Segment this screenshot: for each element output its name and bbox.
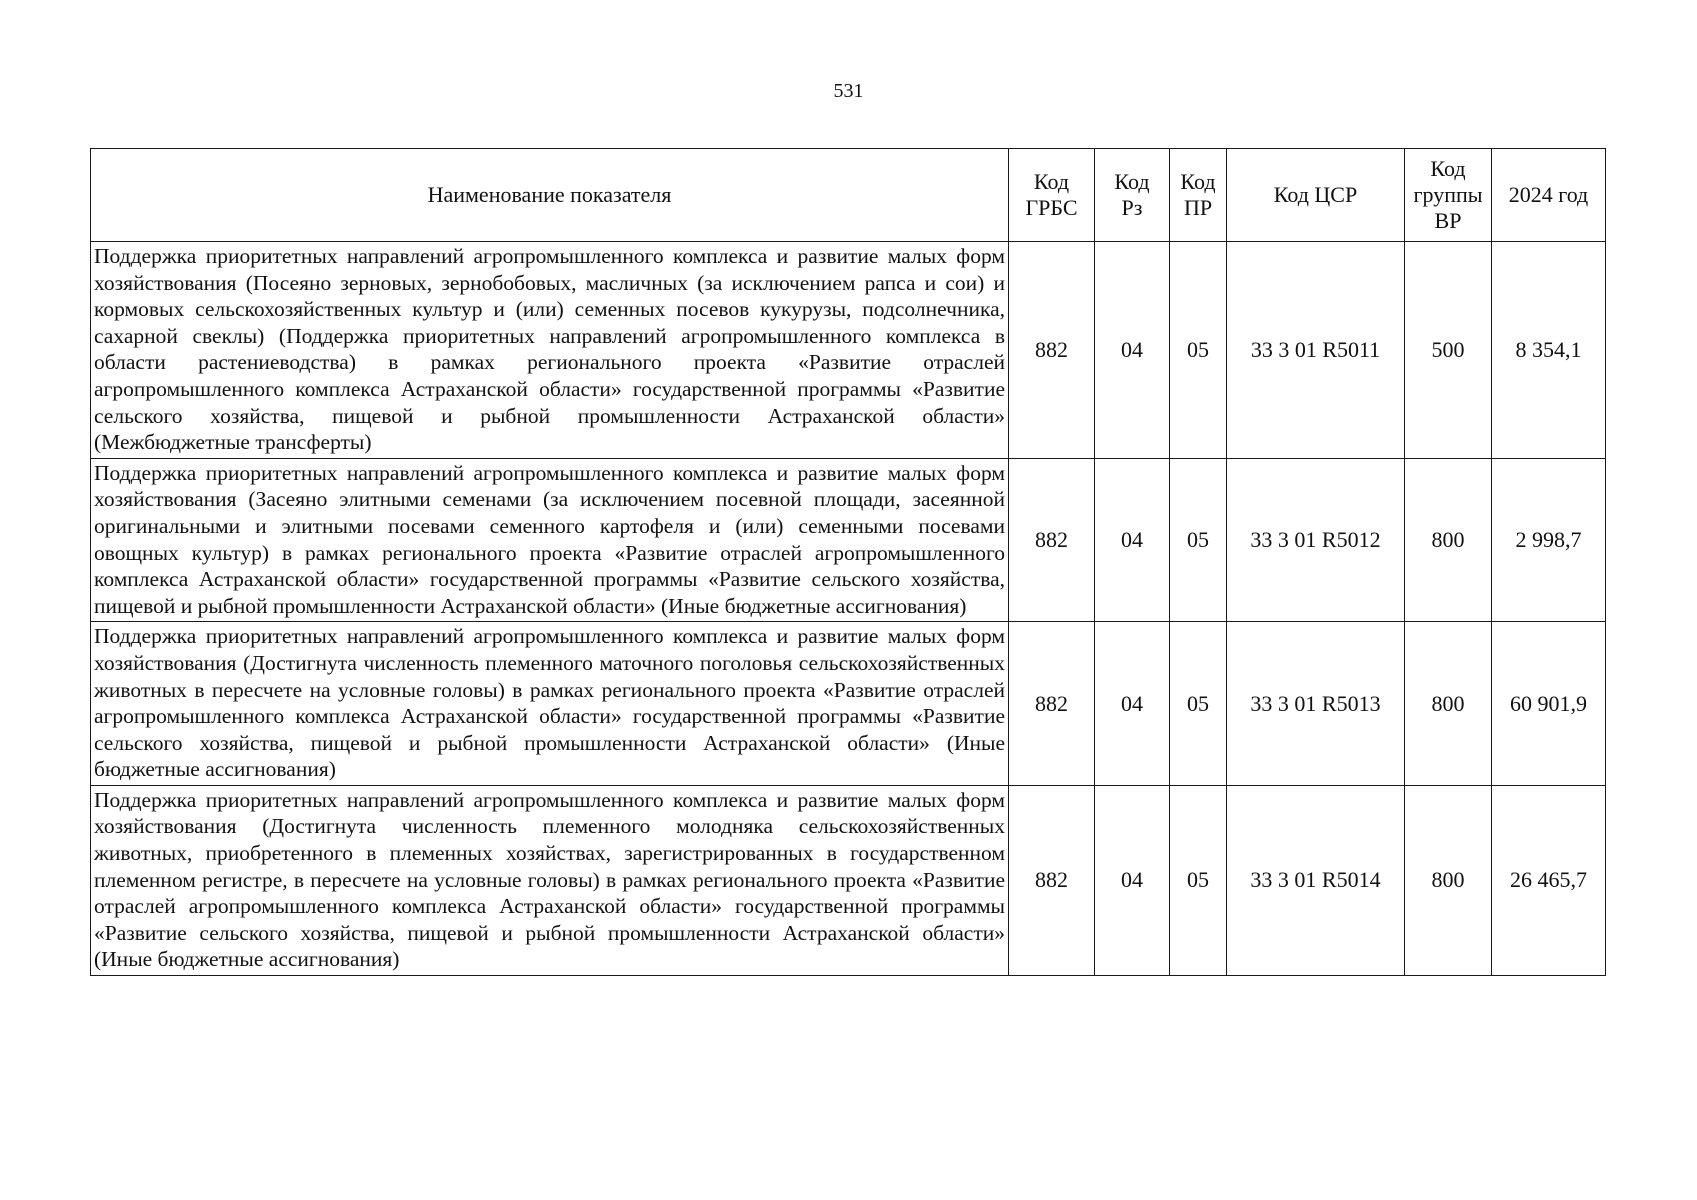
table-row bbox=[91, 242, 1606, 459]
row-vr: 800 bbox=[1405, 622, 1492, 786]
table-row bbox=[91, 458, 1606, 622]
row-rz: 04 bbox=[1095, 622, 1170, 786]
row-grbs: 882 bbox=[1009, 242, 1095, 459]
row-rz: 04 bbox=[1095, 242, 1170, 459]
row-pr: 05 bbox=[1170, 785, 1227, 975]
row-name: Поддержка приоритетных направлений агропромышленного комплекса и развитие малых форм хозяйствования (Достигнута численность племенного молодняка сельскохозяйственных животных, приобретенного в племенных хозяйствах, зарегистрированных в государственном племенном регистре, в пересчете на условные головы) в рамках регионального проекта «Развитие отраслей агропромышленного комплекса Астраханской области» государственной программы «Развитие сельского хозяйства, пищевой и рыбной промышленности Астраханской области» (Иные бюджетные ассигнования) bbox=[91, 785, 1009, 975]
row-vr: 800 bbox=[1405, 458, 1492, 622]
row-vr: 800 bbox=[1405, 785, 1492, 975]
row-pr: 05 bbox=[1170, 458, 1227, 622]
page-number: 531 bbox=[833, 80, 864, 102]
row-amount: 26 465,7 bbox=[1492, 785, 1606, 975]
table-row bbox=[91, 622, 1606, 786]
row-name: Поддержка приоритетных направлений агропромышленного комплекса и развитие малых форм хозяйствования (Достигнута численность племенного маточного поголовья сельскохозяйственных животных в пересчете на условные головы) в рамках регионального проекта «Развитие отраслей агропромышленного комплекса Астраханской области» государственной программы «Развитие сельского хозяйства, пищевой и рыбной промышленности Астраханской области» (Иные бюджетные ассигнования) bbox=[91, 622, 1009, 786]
row-csr: 33 3 01 R5013 bbox=[1227, 622, 1405, 786]
row-amount: 2 998,7 bbox=[1492, 458, 1606, 622]
table-row bbox=[91, 785, 1606, 975]
header-year: 2024 год bbox=[1492, 149, 1606, 242]
row-pr: 05 bbox=[1170, 242, 1227, 459]
header-pr: Код ПР bbox=[1170, 149, 1227, 242]
row-csr: 33 3 01 R5014 bbox=[1227, 785, 1405, 975]
row-grbs: 882 bbox=[1009, 785, 1095, 975]
header-name: Наименование показателя bbox=[91, 149, 1009, 242]
row-grbs: 882 bbox=[1009, 458, 1095, 622]
row-grbs: 882 bbox=[1009, 622, 1095, 786]
row-csr: 33 3 01 R5011 bbox=[1227, 242, 1405, 459]
header-rz: Код Рз bbox=[1095, 149, 1170, 242]
row-csr: 33 3 01 R5012 bbox=[1227, 458, 1405, 622]
row-name: Поддержка приоритетных направлений агропромышленного комплекса и развитие малых форм хозяйствования (Засеяно элитными семенами (за исключением посевной площади, засеянной оригинальными и элитными посевами семенного картофеля и (или) семенными посевами овощных культур) в рамках регионального проекта «Развитие отраслей агропромышленного комплекса Астраханской области» государственной программы «Развитие сельского хозяйства, пищевой и рыбной промышленности Астраханской области» (Иные бюджетные ассигнования) bbox=[91, 458, 1009, 622]
header-row bbox=[91, 149, 1606, 242]
budget-table bbox=[90, 148, 1606, 976]
header-grbs: Код ГРБС bbox=[1009, 149, 1095, 242]
row-amount: 8 354,1 bbox=[1492, 242, 1606, 459]
row-vr: 500 bbox=[1405, 242, 1492, 459]
row-amount: 60 901,9 bbox=[1492, 622, 1606, 786]
row-rz: 04 bbox=[1095, 785, 1170, 975]
row-pr: 05 bbox=[1170, 622, 1227, 786]
row-name: Поддержка приоритетных направлений агропромышленного комплекса и развитие малых форм хозяйствования (Посеяно зерновых, зернобобовых, масличных (за исключением рапса и сои) и кормовых сельскохозяйственных культур и (или) семенных посевов кукурузы, подсолнечника, сахарной свеклы) (Поддержка приоритетных направлений агропромышленного комплекса в области растениеводства) в рамках регионального проекта «Развитие отраслей агропромышленного комплекса Астраханской области» государственной программы «Развитие сельского хозяйства, пищевой и рыбной промышленности Астраханской области» (Межбюджетные трансферты) bbox=[91, 242, 1009, 459]
header-csr: Код ЦСР bbox=[1227, 149, 1405, 242]
row-rz: 04 bbox=[1095, 458, 1170, 622]
header-vr: Код группы ВР bbox=[1405, 149, 1492, 242]
